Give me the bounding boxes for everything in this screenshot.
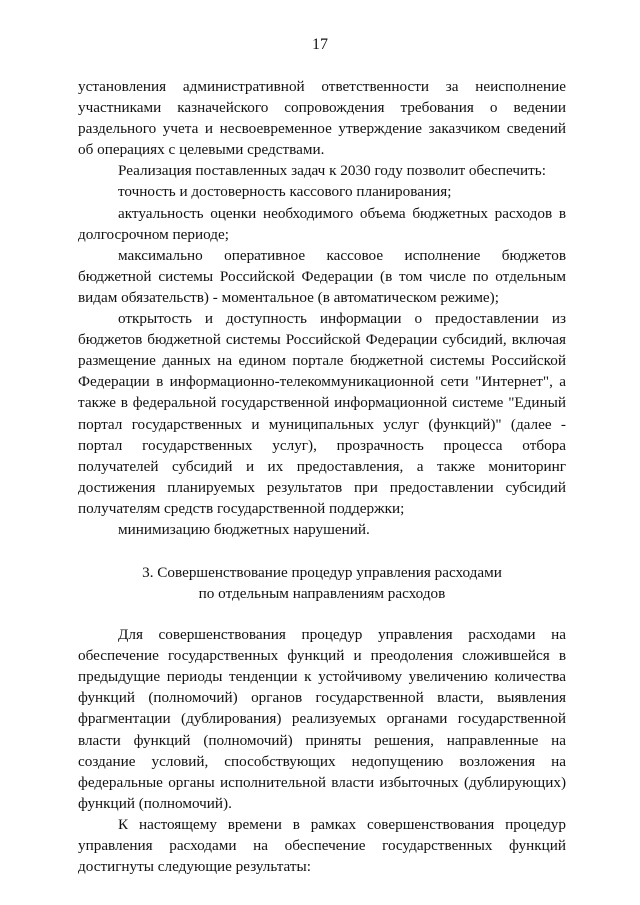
section-heading (78, 562, 566, 604)
document-body (78, 76, 566, 877)
paragraph-improvement: Для совершенствования процедур управления расходами на обеспечение государственных функций и преодоления сложившейся в предыдущие периоды тенденции к устойчивому увеличению количества функций (полномочий) органов государственной власти, выявления фрагментации (дублирования) реализуемых органами государственной власти функций (полномочий) приняты решения, направленные на создание условий, способствующих недопущению возложения на федеральные органы исполнительной власти избыточных (дублирующих) функций (полномочий). (78, 626, 566, 812)
section-heading-line2: по отдельным направлениям расходов (198, 585, 446, 603)
paragraph-goals-intro: Реализация поставленных задач к 2030 году позволит обеспечить: (118, 162, 546, 180)
paragraph-results: К настоящему времени в рамках совершенствования процедур управления расходами на обеспечение государственных функций достигнуты следующие результаты: (78, 815, 566, 876)
section-heading-line1: 3. Совершенствование процедур управления расходами (142, 564, 502, 582)
paragraph-goal-relevance: актуальность оценки необходимого объема бюджетных расходов в долгосрочном периоде; (78, 204, 566, 243)
paragraph-goal-execution: максимально оперативное кассовое исполнение бюджетов бюджетной системы Российской Федерации (в том числе по отдельным видам обязательств) - моментальное (в автоматическом режиме); (78, 246, 566, 306)
page-number: 17 (312, 36, 328, 53)
paragraph-goal-minimization: минимизацию бюджетных нарушений. (118, 520, 370, 538)
paragraph-continuation: установления административной ответственности за неисполнение участниками казначейского сопровождения требования о ведении раздельного учета и несвоевременное утверждение заказчиком сведений об операциях с целевыми средствами. (78, 78, 566, 159)
paragraph-goal-accuracy: точность и достоверность кассового планирования; (118, 183, 452, 201)
paragraph-goal-transparency: открытость и доступность информации о предоставлении из бюджетов бюджетной системы Российской Федерации субсидий, включая размещение данных на едином портале бюджетной системы Российской Федерации в информационно-телекоммуникационной сети "Интернет", а также в федеральной государственной информационной системе "Единый портал государственных и муниципальных услуг (функций)" (далее - портал государственных услуг), прозрачность процесса отбора получателей субсидий и их предоставления, а также мониторинг достижения планируемых результатов при предоставлении субсидий получателям средств государственной поддержки; (78, 310, 566, 517)
